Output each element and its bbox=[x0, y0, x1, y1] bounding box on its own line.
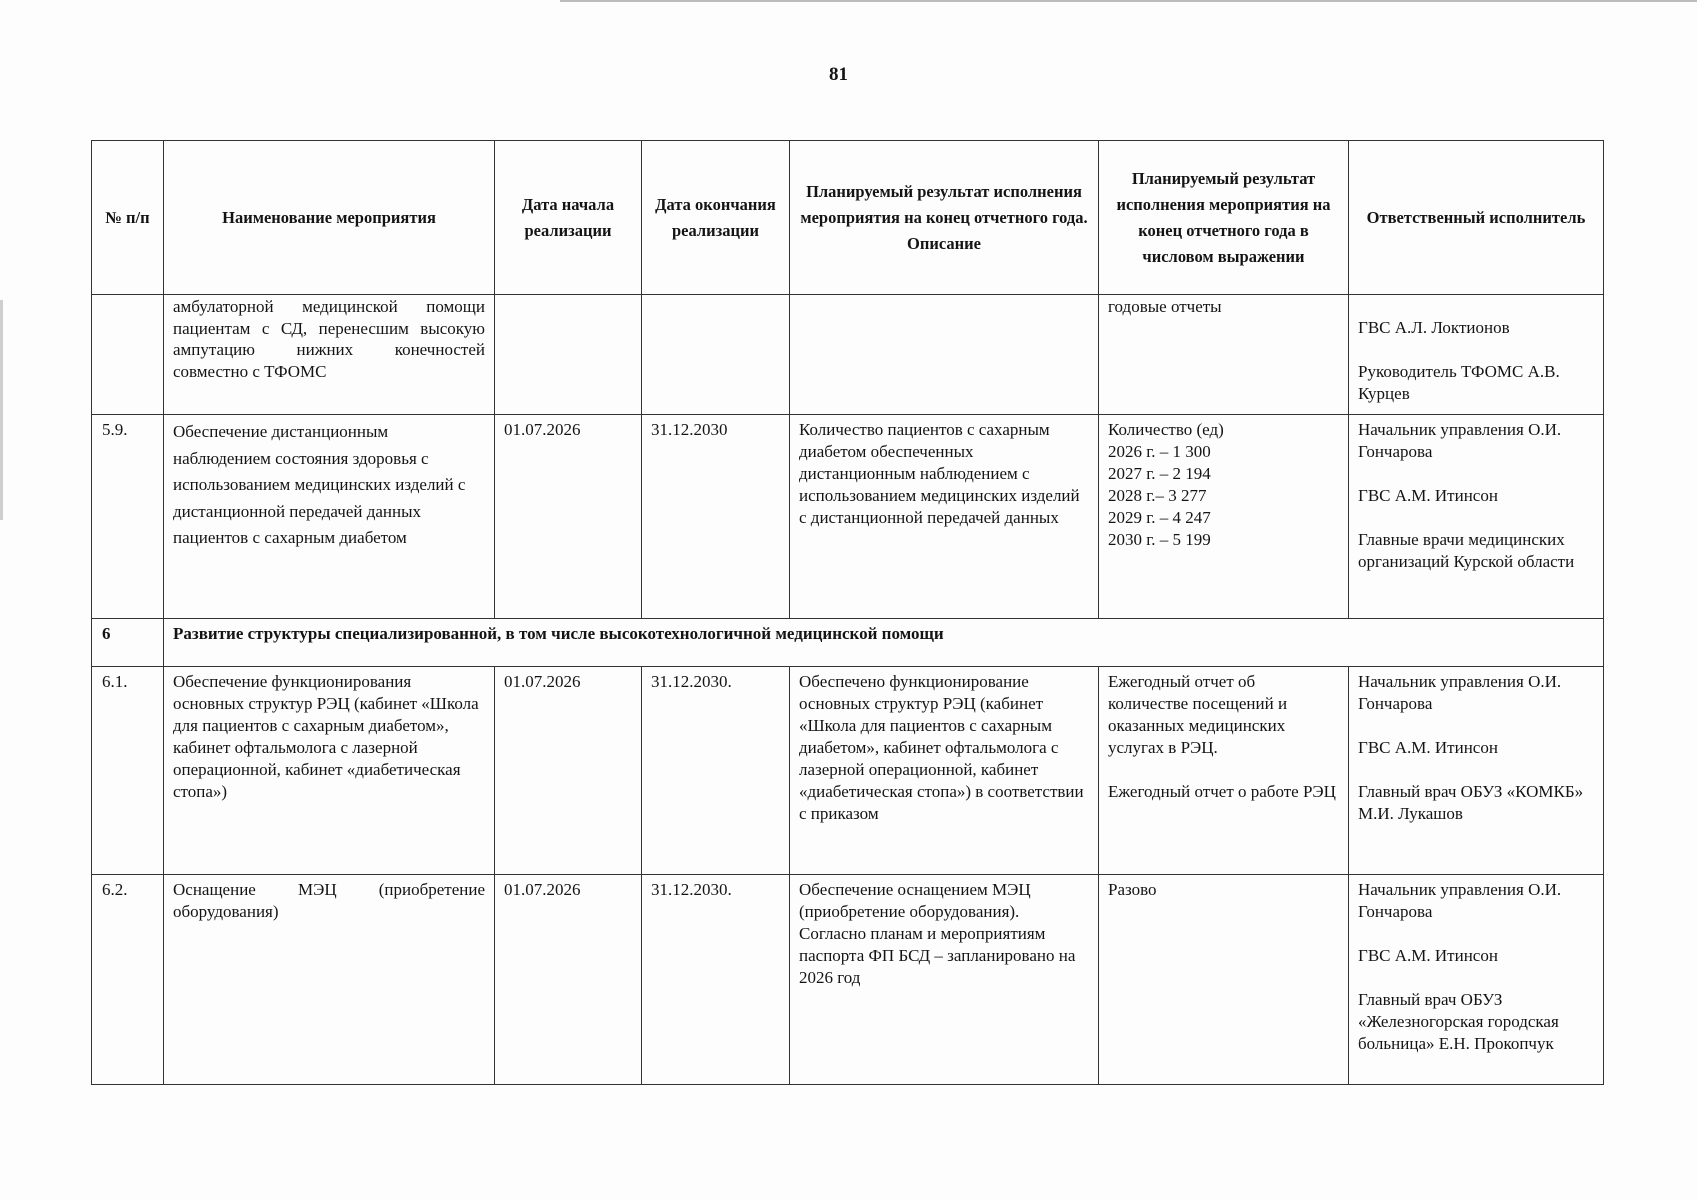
result-num-line: 2029 г. – 4 247 bbox=[1108, 508, 1211, 527]
cell-name: Обеспечение дистанционным наблюдением состояния здоровья с использованием медицинских изделий с дистанционной передачей данных пациентов с сахарным диабетом bbox=[164, 415, 495, 619]
result-num-line: 2027 г. – 2 194 bbox=[1108, 464, 1211, 483]
result-num-line: 2026 г. – 1 300 bbox=[1108, 442, 1211, 461]
cell-start: 01.07.2026 bbox=[495, 667, 642, 875]
table-row-6-1 bbox=[92, 667, 1604, 875]
header-num: № п/п bbox=[92, 141, 164, 295]
section-title: Развитие структуры специализированной, в том числе высокотехнологичной медицинской помощи bbox=[164, 619, 1604, 667]
responsible-line: Главные врачи медицинских организаций Курской области bbox=[1358, 530, 1575, 571]
responsible-line: Начальник управления О.И. Гончарова bbox=[1358, 672, 1562, 713]
cell-num: 6.2. bbox=[92, 875, 164, 1085]
cell-result-num: годовые отчеты bbox=[1099, 295, 1349, 415]
header-end: Дата окончания реализации bbox=[642, 141, 790, 295]
result-num-line: Количество (ед) bbox=[1108, 420, 1224, 439]
cell-result-num bbox=[1099, 415, 1349, 619]
responsible-line: ГВС А.М. Итинсон bbox=[1358, 738, 1498, 757]
responsible-line: Начальник управления О.И. Гончарова bbox=[1358, 420, 1562, 461]
result-num-line: 2028 г.– 3 277 bbox=[1108, 486, 1207, 505]
cell-result-desc: Обеспечено функционирование основных структур РЭЦ (кабинет «Школа для пациентов с сахарным диабетом», кабинет офтальмолога с лазерной операционной, кабинет «диабетическая стопа») в соответствии с приказом bbox=[790, 667, 1099, 875]
cell-responsible bbox=[1349, 875, 1604, 1085]
section-num: 6 bbox=[92, 619, 164, 667]
result-num-line: 2030 г. – 5 199 bbox=[1108, 530, 1211, 549]
cell-num: 5.9. bbox=[92, 415, 164, 619]
cell-start bbox=[495, 295, 642, 415]
scan-edge-line bbox=[560, 0, 1697, 2]
header-name: Наименование мероприятия bbox=[164, 141, 495, 295]
cell-result-desc: Обеспечение оснащением МЭЦ (приобретение оборудования). Согласно планам и мероприятиям паспорта ФП БСД – запланировано на 2026 год bbox=[790, 875, 1099, 1085]
page-number: 81 bbox=[829, 64, 848, 85]
responsible-line: Главный врач ОБУЗ «Железногорская городская больница» Е.Н. Прокопчук bbox=[1358, 990, 1559, 1053]
activities-table bbox=[91, 140, 1604, 1085]
scan-edge-mark bbox=[0, 300, 3, 520]
responsible-line: ГВС А.Л. Локтионов bbox=[1358, 318, 1510, 337]
table-row-6-2 bbox=[92, 875, 1604, 1085]
cell-responsible bbox=[1349, 667, 1604, 875]
header-start: Дата начала реализации bbox=[495, 141, 642, 295]
header-result-desc: Планируемый результат исполнения мероприятия на конец отчетного года. Описание bbox=[790, 141, 1099, 295]
responsible-line: Руководитель ТФОМС А.В. Курцев bbox=[1358, 362, 1560, 403]
table-row-5-9 bbox=[92, 415, 1604, 619]
cell-name: Обеспечение функционирования основных структур РЭЦ (кабинет «Школа для пациентов с сахарным диабетом», кабинет офтальмолога с лазерной операционной, кабинет «диабетическая стопа») bbox=[164, 667, 495, 875]
cell-end: 31.12.2030. bbox=[642, 875, 790, 1085]
result-num-line: Ежегодный отчет об количестве посещений и оказанных медицинских услугах в РЭЦ. bbox=[1108, 672, 1288, 757]
cell-end: 31.12.2030 bbox=[642, 415, 790, 619]
cell-end: 31.12.2030. bbox=[642, 667, 790, 875]
cell-end bbox=[642, 295, 790, 415]
table-row-continuation bbox=[92, 295, 1604, 415]
section-row-6 bbox=[92, 619, 1604, 667]
responsible-line: Начальник управления О.И. Гончарова bbox=[1358, 880, 1562, 921]
cell-start: 01.07.2026 bbox=[495, 415, 642, 619]
responsible-line: Главный врач ОБУЗ «КОМКБ» М.И. Лукашов bbox=[1358, 782, 1584, 823]
cell-result-num: Разово bbox=[1099, 875, 1349, 1085]
cell-result-num bbox=[1099, 667, 1349, 875]
cell-name: амбулаторной медицинской помощи пациентам с СД, перенесшим высокую ампутацию нижних конечностей совместно с ТФОМС bbox=[164, 295, 495, 415]
header-result-num: Планируемый результат исполнения мероприятия на конец отчетного года в числовом выражении bbox=[1099, 141, 1349, 295]
cell-responsible bbox=[1349, 295, 1604, 415]
header-responsible: Ответственный исполнитель bbox=[1349, 141, 1604, 295]
cell-num bbox=[92, 295, 164, 415]
cell-start: 01.07.2026 bbox=[495, 875, 642, 1085]
responsible-line: ГВС А.М. Итинсон bbox=[1358, 946, 1498, 965]
responsible-line: ГВС А.М. Итинсон bbox=[1358, 486, 1498, 505]
cell-name: Оснащение МЭЦ (приобретение оборудования) bbox=[164, 875, 495, 1085]
cell-responsible bbox=[1349, 415, 1604, 619]
cell-num: 6.1. bbox=[92, 667, 164, 875]
result-num-line: Ежегодный отчет о работе РЭЦ bbox=[1108, 782, 1336, 801]
cell-result-desc: Количество пациентов с сахарным диабетом обеспеченных дистанционным наблюдением с использованием медицинских изделий с дистанционной передачей данных bbox=[790, 415, 1099, 619]
cell-result-desc bbox=[790, 295, 1099, 415]
header-row bbox=[92, 141, 1604, 295]
